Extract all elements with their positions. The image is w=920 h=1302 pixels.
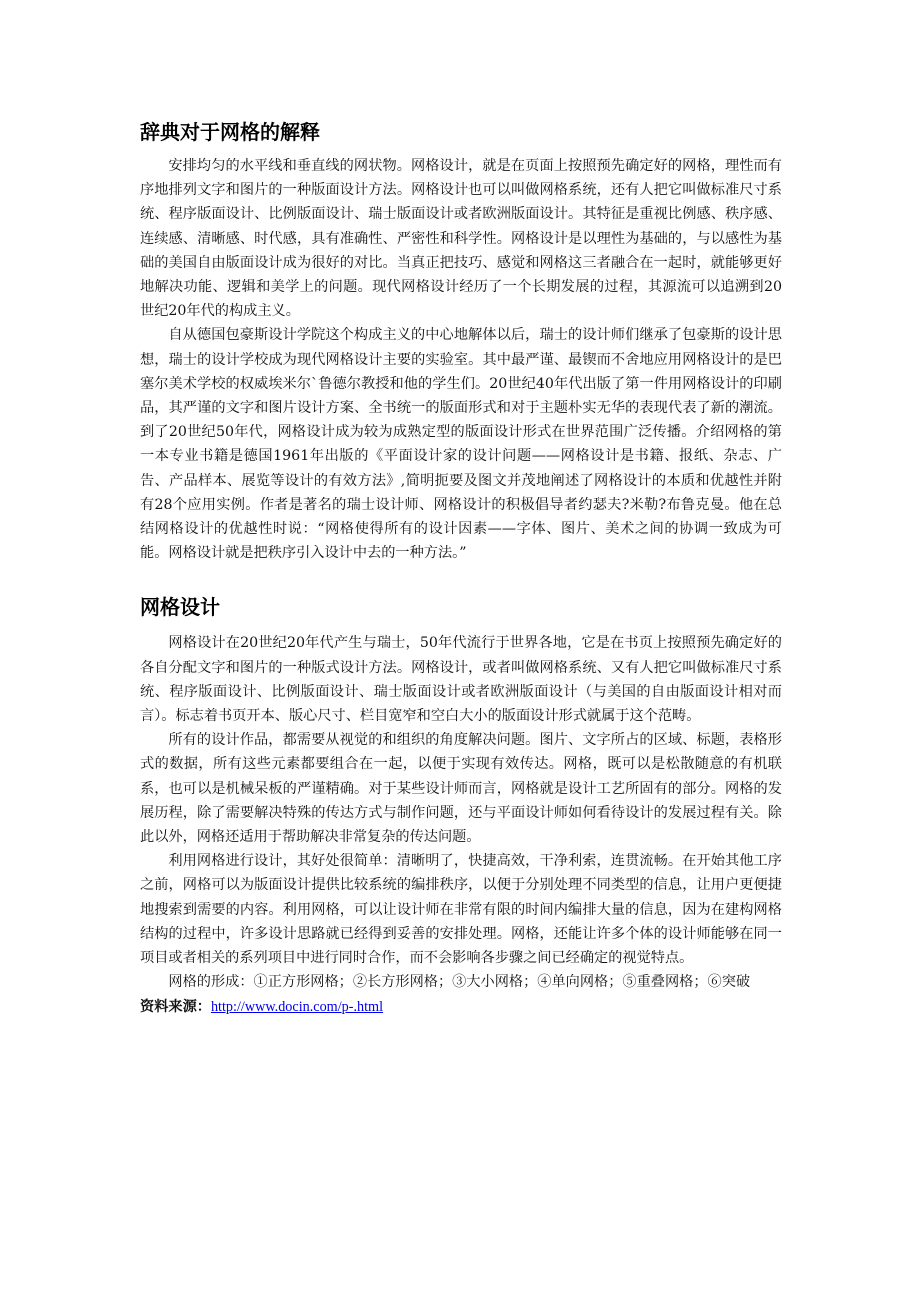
- paragraph: 利用网格进行设计，其好处很简单：清晰明了，快捷高效，干净利索，连贯流畅。在开始其他工序之前，网格可以为版面设计提供比较系统的编排秩序，以便于分别处理不同类型的信息，让用户更便捷地搜索到需要的内容。利用网格，可以让设计师在非常有限的时间内编排大量的信息，因为在建构网格结构的过程中，许多设计思路就已经得到妥善的安排处理。网格，还能让许多个体的设计师能够在同一项目或者相关的系列项目中进行同时合作，而不会影响各步骤之间已经确定的视觉特点。: [140, 853, 782, 967]
- source-link[interactable]: http://www.docin.com/p-.html: [210, 998, 384, 1015]
- section-heading-grid-design: 网格设计: [140, 595, 220, 620]
- section-heading-dictionary: 辞典对于网格的解释: [140, 120, 320, 144]
- source-line: [140, 995, 782, 1019]
- paragraph: 所有的设计作品，都需要从视觉的和组织的角度解决问题。图片、文字所占的区域、标题，表格形式的数据，所有这些元素都要组合在一起，以便于实现有效传达。网格，既可以是松散随意的有机联系，也可以是机械呆板的严谨精确。对于某些设计师而言，网格就是设计工艺所固有的部分。网格的发展历程，除了需要解决特殊的传达方式与制作问题，还与平面设计师如何看待设计的发展过程有关。除此以外，网格还适用于帮助解决非常复杂的传达问题。: [140, 732, 782, 846]
- paragraph: 安排均匀的水平线和垂直线的网状物。网格设计，就是在页面上按照预先确定好的网格，理性而有序地排列文字和图片的一种版面设计方法。网格设计也可以叫做网格系统，还有人把它叫做标准尺寸系统、程序版面设计、比例版面设计、瑞士版面设计或者欧洲版面设计。其特征是重视比例感、秩序感、连续感、清晰感、时代感，具有准确性、严密性和科学性。网格设计是以理性为基础的，与以感性为基础的美国自由版面设计成为很好的对比。当真正把技巧、感觉和网格这三者融合在一起时，就能够更好地解决功能、逻辑和美学上的问题。现代网格设计经历了一个长期发展的过程，其源流可以追溯到20世纪20年代的构成主义。: [140, 158, 782, 320]
- source-label: 资料来源：: [140, 998, 211, 1015]
- document-page: [140, 118, 782, 1019]
- paragraph: 网格的形成：①正方形网格；②长方形网格；③大小网格；④单向网格；⑤重叠网格；⑥突破: [168, 974, 751, 991]
- paragraph: 网格设计在20世纪20年代产生与瑞士，50年代流行于世界各地，它是在书页上按照预先确定好的各自分配文字和图片的一种版式设计方法。网格设计，或者叫做网格系统、又有人把它叫做标准尺寸系统、程序版面设计、比例版面设计、瑞士版面设计或者欧洲版面设计（与美国的自由版面设计相对而言）。标志着书页开本、版心尺寸、栏目宽窄和空白大小的版面设计形式就属于这个范畴。: [140, 635, 782, 725]
- paragraph: 自从德国包豪斯设计学院这个构成主义的中心地解体以后，瑞士的设计师们继承了包豪斯的设计思想，瑞士的设计学校成为现代网格设计主要的实验室。其中最严谨、最锲而不舍地应用网格设计的是巴塞尔美术学校的权威埃米尔`鲁德尔教授和他的学生们。20世纪40年代出版了第一件用网格设计的印刷品，其严谨的文字和图片设计方案、全书统一的版面形式和对于主题朴实无华的表现代表了新的潮流。到了20世纪50年代，网格设计成为较为成熟定型的版面设计形式在世界范围广泛传播。介绍网格的第一本专业书籍是德国1961年出版的《平面设计家的设计问题——网格设计是书籍、报纸、杂志、广告、产品样本、展览等设计的有效方法》,简明扼要及图文并茂地阐述了网格设计的本质和优越性并附有28个应用实例。作者是著名的瑞士设计师、网格设计的积极倡导者约瑟夫?米勒?布鲁克曼。他在总结网格设计的优越性时说：“网格使得所有的设计因素——字体、图片、美术之间的协调一致成为可能。网格设计就是把秩序引入设计中去的一种方法。”: [140, 327, 782, 562]
